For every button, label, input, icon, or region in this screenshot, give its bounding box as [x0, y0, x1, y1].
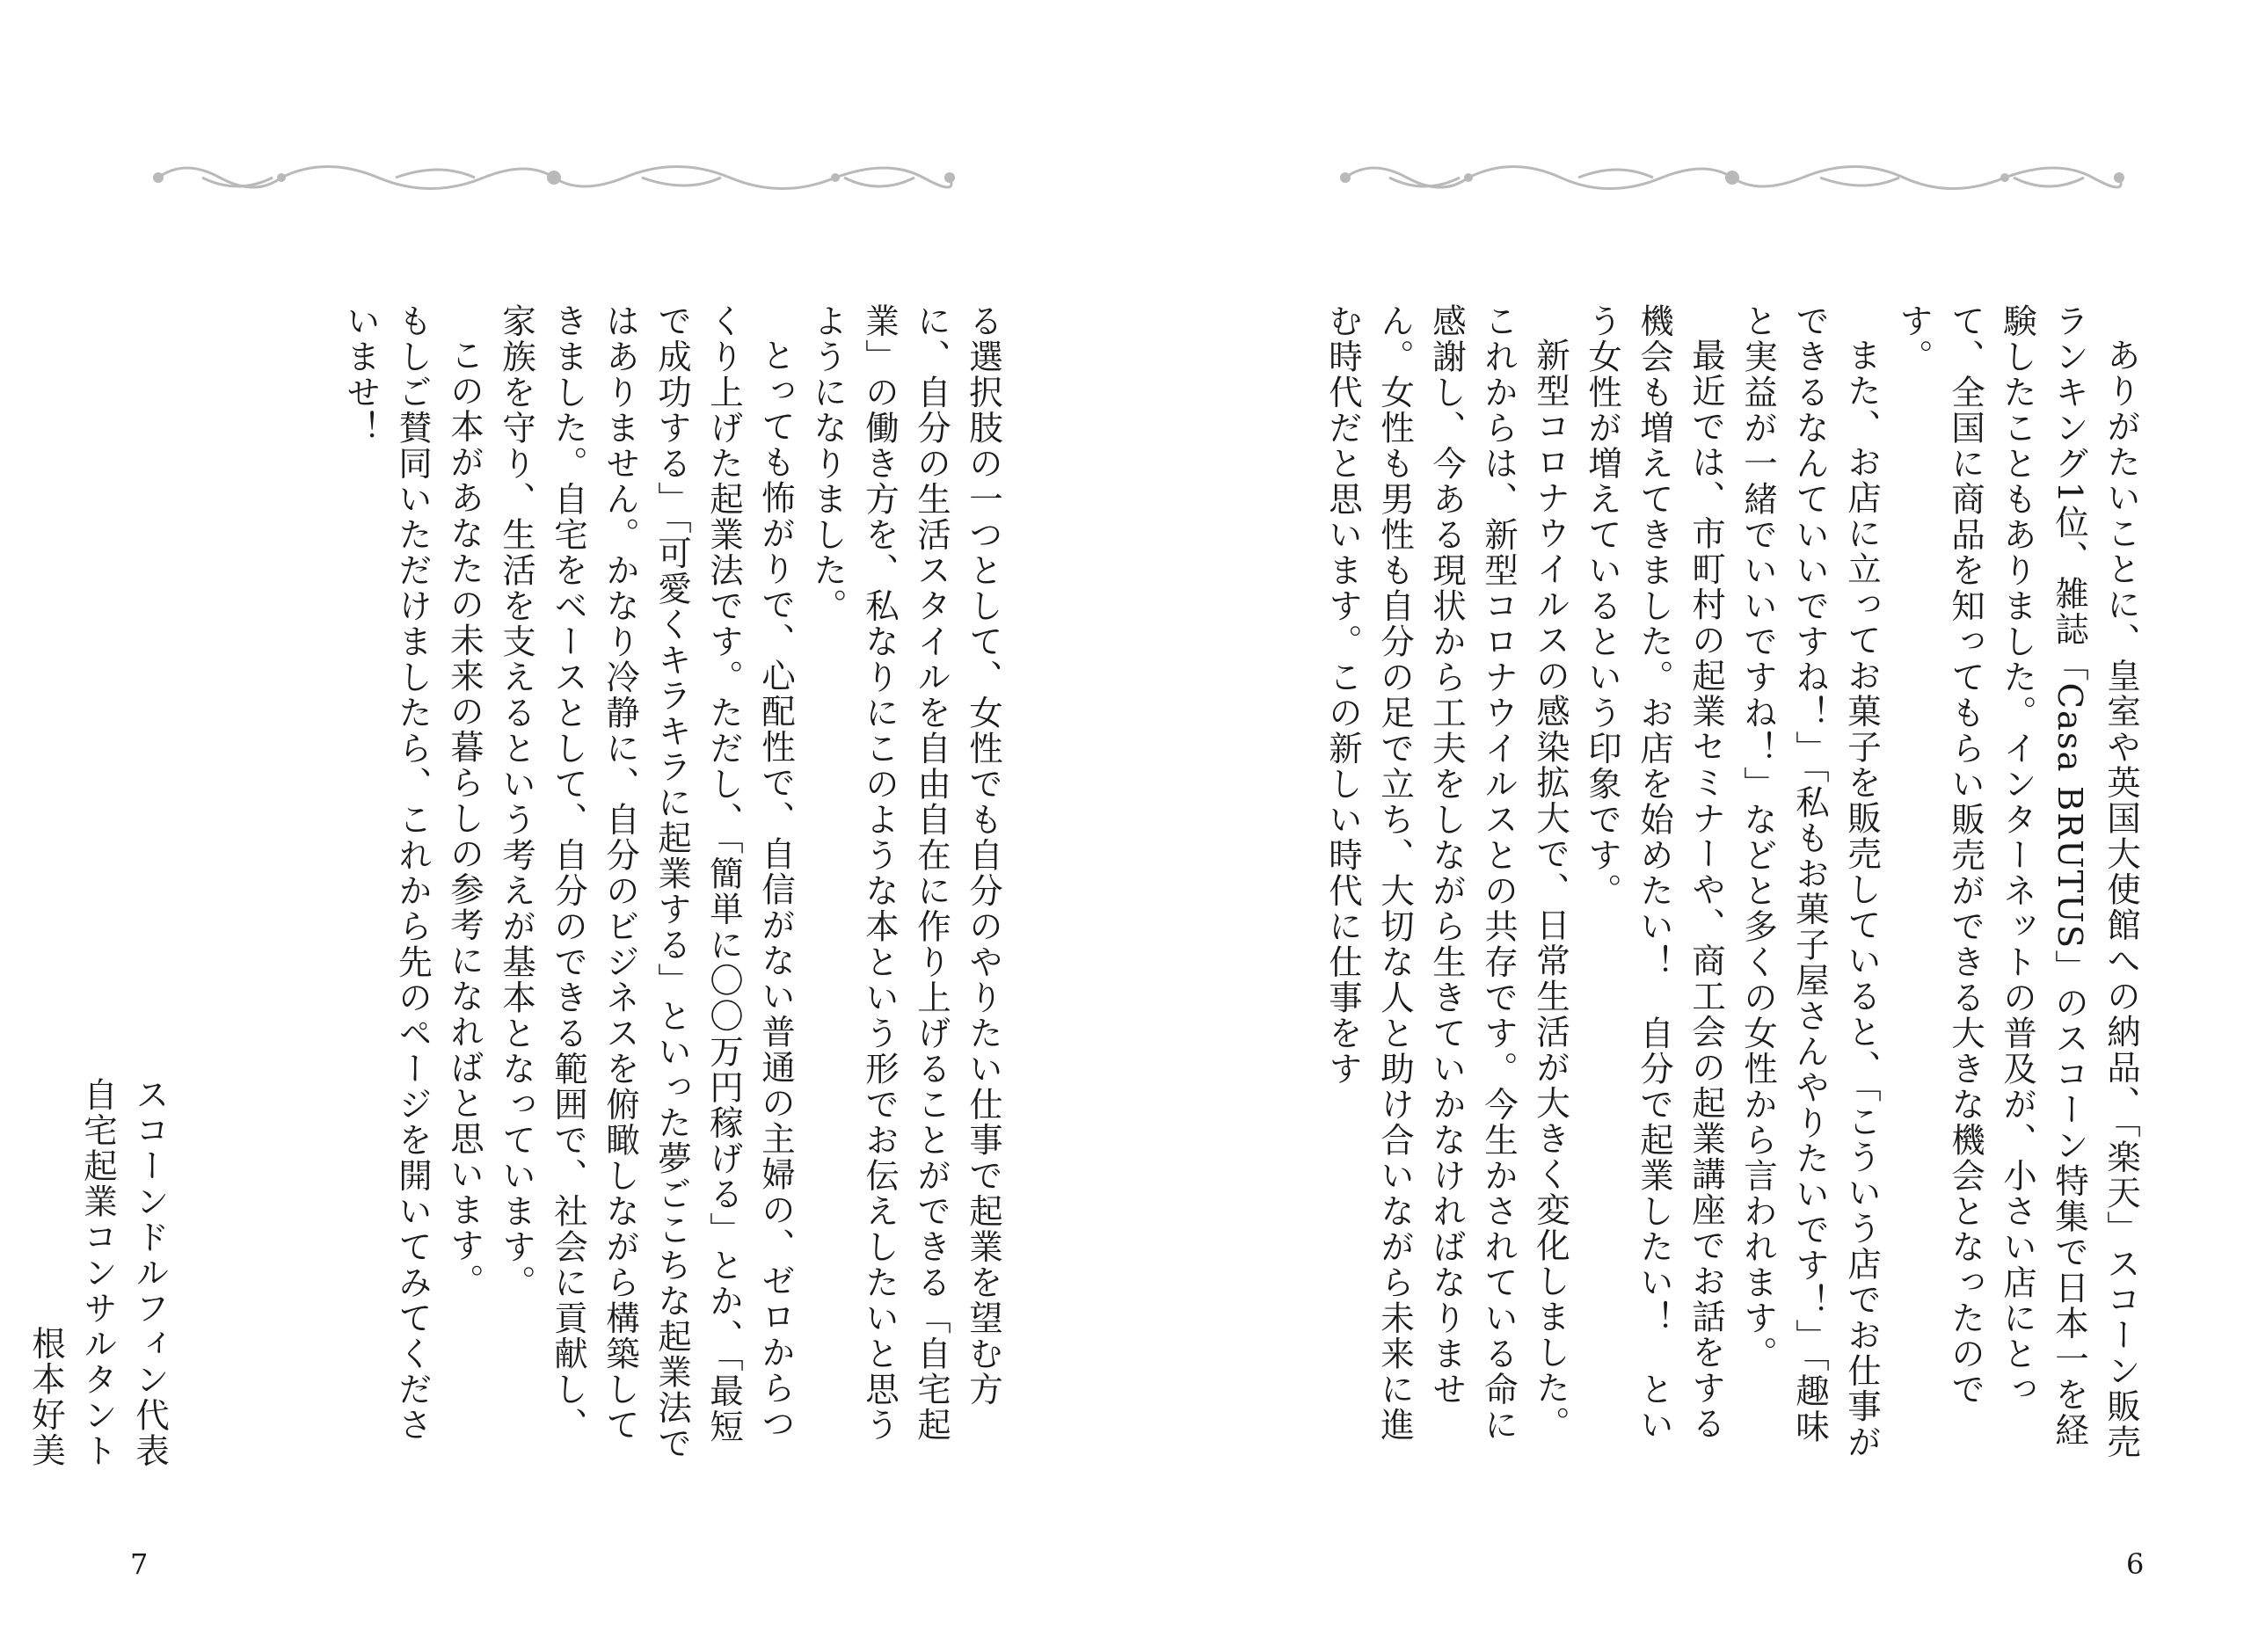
signature-block [0, 1064, 176, 1468]
left-body-text [271, 303, 1009, 1468]
paragraph: もしご賛同いただけましたら、これから先のページを開いてみてくださいませ！ [341, 303, 433, 1443]
right-body-text [1303, 303, 2147, 1468]
scroll-ornament-icon [1337, 151, 2128, 204]
right-page [1126, 0, 2251, 1652]
page-number: 7 [130, 1547, 149, 1581]
paragraph: とっても怖がりで、心配性で、自信がない普通の主婦の、ゼロからつくり上げた起業法です。ただし、「簡単に〇〇万円稼げる」とか、「最短で成功する」「可愛くキラキラに起業する」といった夢ごこちな起業法ではありません。かなり冷静に、自分のビジネスを俯瞰しながら構築してきました。自宅をベースとして、自分のできる範囲で、社会に貢献し、家族を守り、生活を支えるという考えが基本となっています。 [497, 303, 796, 1462]
paragraph: ありがたいことに、皇室や英国大使館への納品、「楽天」スコーン販売ランキング1位、雑誌「Casa BRUTUS」のスコーン特集で日本一を経験したこともありました。インターネットの普及が、小さい店にとって、全国に商品を知ってもらい販売ができる大きな機会となったのです。 [1894, 303, 2141, 1460]
paragraph: る選択肢の一つとして、女性でも自分のやりたい仕事で起業を望む方に、自分の生活スタイルを自由自在に作り上げることができる「自宅起業」の働き方を、私なりにこのような本という形でお伝えしたいと思うようになりました。 [808, 303, 1003, 1443]
paragraph: 最近では、市町村の起業セミナーや、商工会の起業講座でお話をする機会も増えてきました。お店を始めたい！ 自分で起業したい！ という女性が増えているという印象です。 [1583, 303, 1726, 1443]
page-number: 6 [2126, 1547, 2145, 1581]
scroll-ornament-icon [149, 151, 958, 204]
signature-author: 根本好美 [26, 1326, 66, 1468]
paragraph: 新型コロナウイルスの感染拡大で、日常生活が大きく変化しました。これからは、新型コロナウイルスとの共存です。今生かされている命に感謝し、今ある現状から工夫をしながら生きていかなければなりません。女性も男性も自分の足で立ち、大切な人と助け合いながら未来に進む時代だと思います。この新しい時代に仕事をす [1323, 303, 1570, 1443]
signature-title: スコーンドルフィン代表 [130, 1076, 170, 1468]
signature-role: 自宅起業コンサルタント [78, 1076, 118, 1468]
paragraph: この本があなたの未来の暮らしの参考になればと思います。 [445, 337, 484, 1299]
paragraph: また、お店に立ってお菓子を販売していると、「こういう店でお仕事ができるなんていいですね！」「私もお菓子屋さんやりたいです！」「趣味と実益が一緒でいいですね！」などと多くの女性から言われます。 [1738, 303, 1882, 1460]
